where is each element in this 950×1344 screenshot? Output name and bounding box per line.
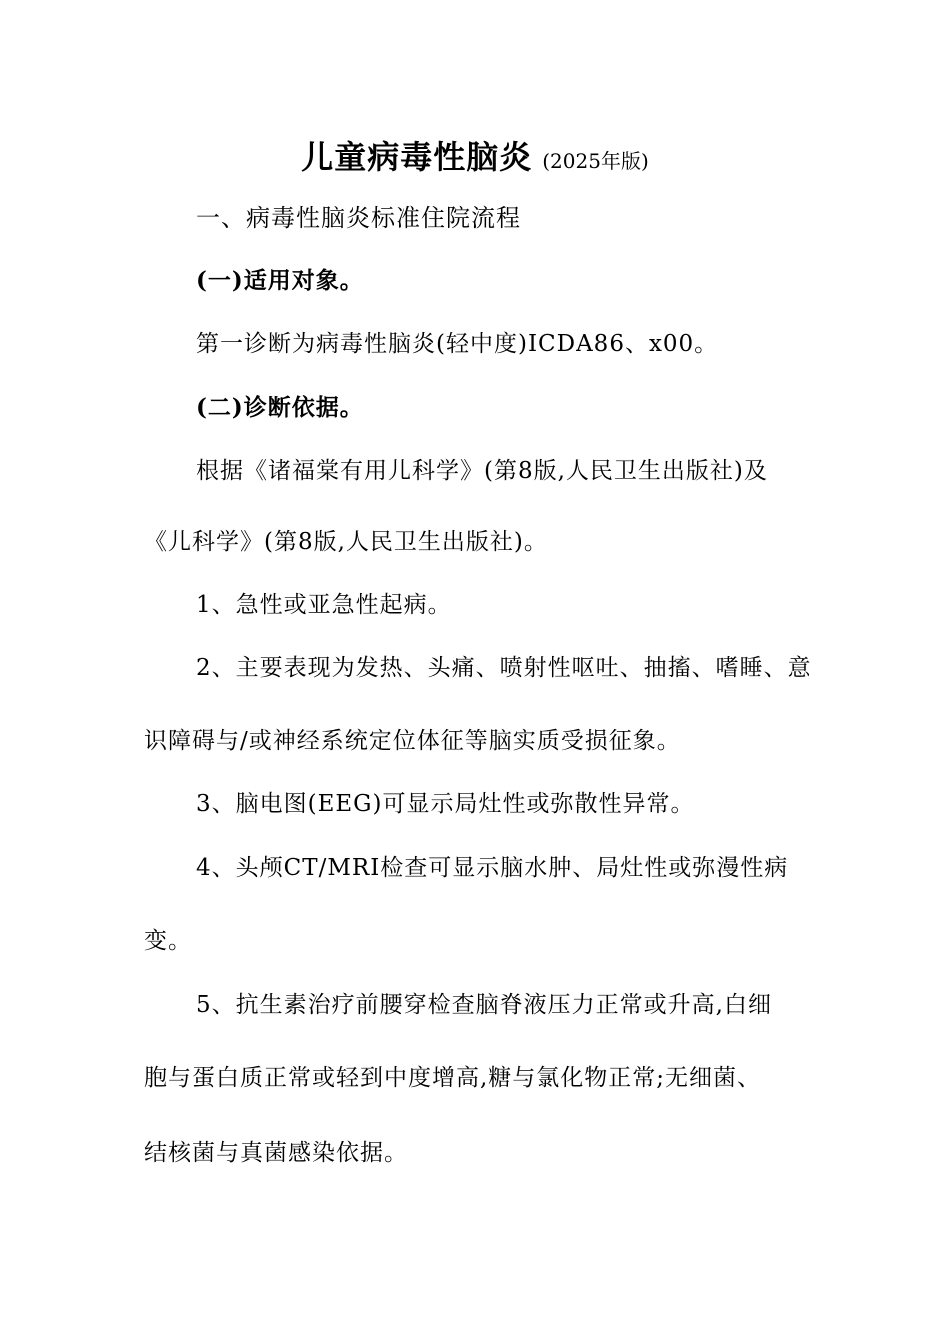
list-item-2-line2: 识障碍与/或神经系统定位体征等脑实质受损征象。 [144, 728, 681, 754]
list-item-2-line1: 2、主要表现为发热、头痛、喷射性呕吐、抽搐、嗜睡、意 [196, 655, 812, 681]
paragraph-applicable: 第一诊断为病毒性脑炎(轻中度)ICDA86、x00。 [196, 331, 719, 357]
list-item-5-line3: 结核菌与真菌感染依据。 [144, 1140, 408, 1166]
section-heading: 一、病毒性脑炎标准住院流程 [196, 204, 521, 232]
document-title-block [0, 132, 950, 178]
document-version: (2025年版) [542, 149, 649, 173]
list-item-1: 1、急性或亚急性起病。 [196, 592, 452, 618]
list-item-4-line1: 4、头颅CT/MRI检查可显示脑水肿、局灶性或弥漫性病 [196, 855, 789, 881]
list-item-5-line1: 5、抗生素治疗前腰穿检查脑脊液压力正常或升高,白细 [196, 992, 772, 1018]
document-title: 儿童病毒性脑炎 [301, 138, 533, 176]
paragraph-basis-line1: 根据《诸福棠有用儿科学》(第8版,人民卫生出版社)及 [196, 458, 768, 484]
subsection-heading-diagnosis: (二)诊断依据。 [196, 394, 364, 421]
list-item-4-line2: 变。 [144, 928, 192, 954]
list-item-3: 3、脑电图(EEG)可显示局灶性或弥散性异常。 [196, 791, 695, 817]
subsection-heading-applicable: (一)适用对象。 [196, 267, 364, 294]
list-item-5-line2: 胞与蛋白质正常或轻到中度增高,糖与氯化物正常;无细菌、 [144, 1065, 762, 1091]
paragraph-basis-line2: 《儿科学》(第8版,人民卫生出版社)。 [144, 529, 548, 555]
